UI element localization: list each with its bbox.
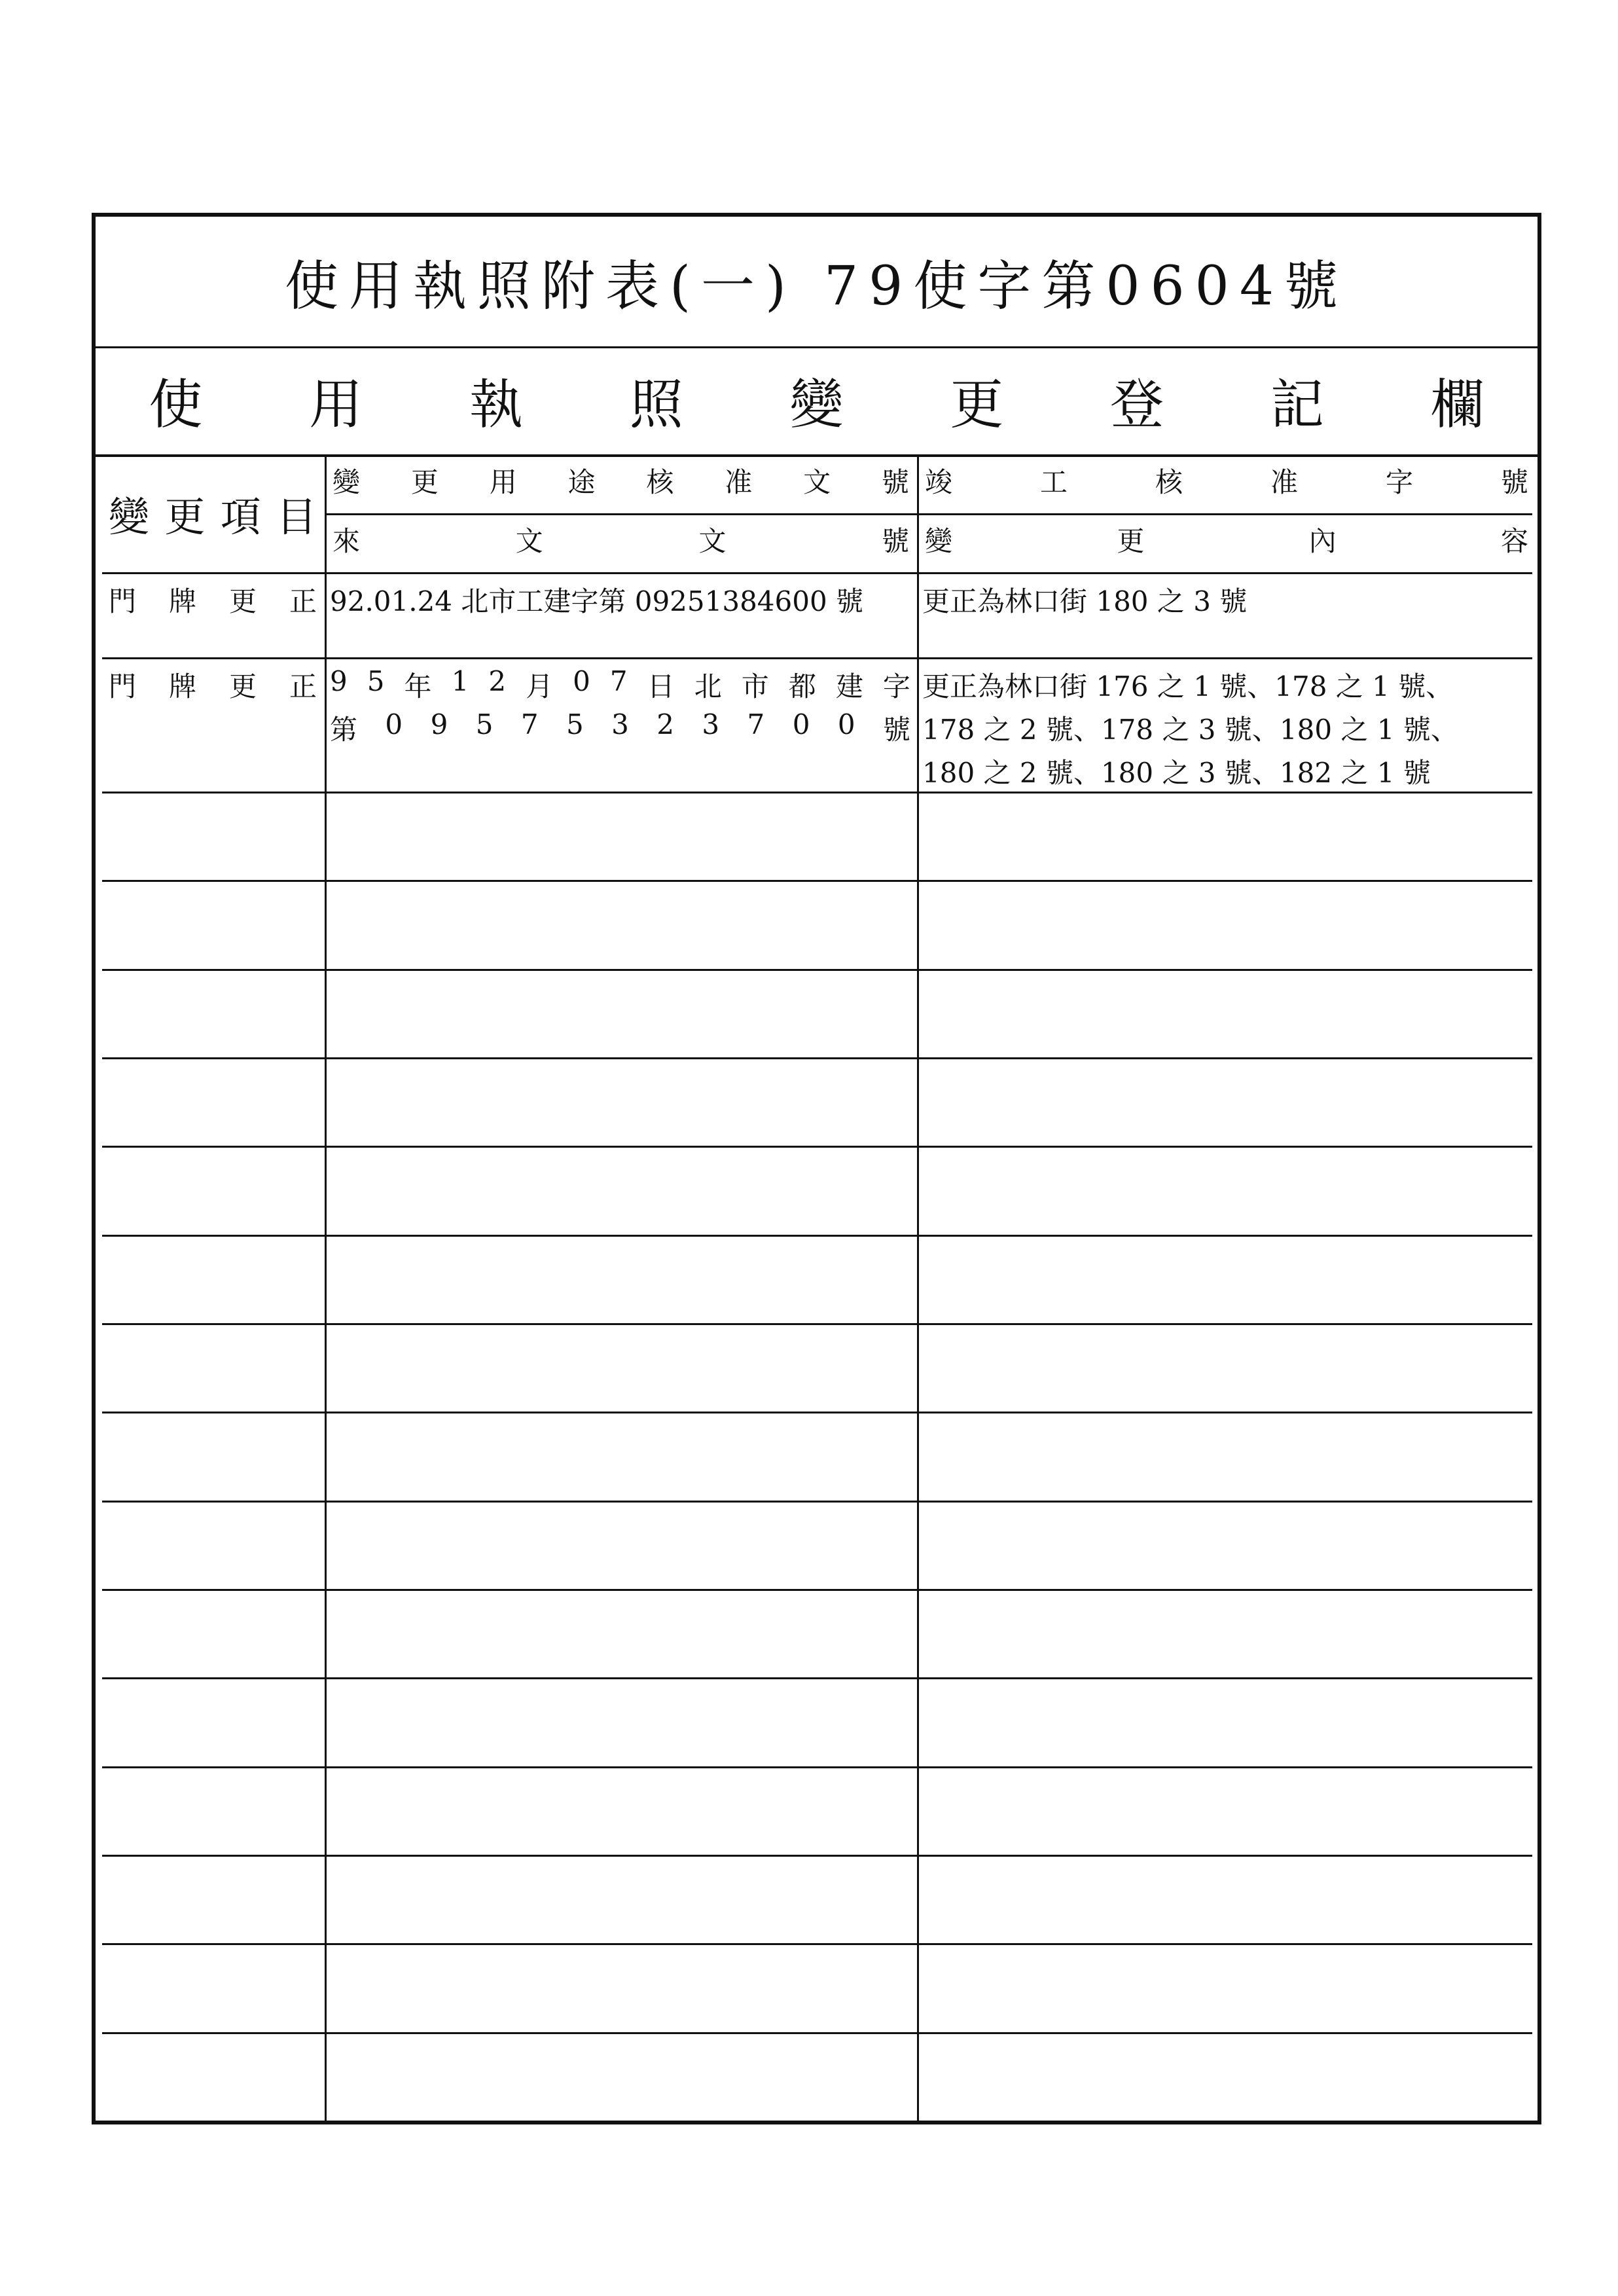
register-heading xyxy=(96,346,1537,457)
row-change-item-char: 正 xyxy=(289,585,317,617)
header-incoming-doc-no-char: 來 xyxy=(333,525,361,557)
row-doc-number-char: 0 xyxy=(837,708,855,740)
header-change-content-char: 變 xyxy=(925,525,953,557)
row-change-item-char: 牌 xyxy=(168,585,196,617)
row-change-item-char: 牌 xyxy=(168,670,196,702)
row-doc-number-char: 7 xyxy=(520,708,539,740)
row-change-item-char: 門 xyxy=(109,585,137,617)
header-approval-doc-no-char: 文 xyxy=(803,466,831,498)
row-doc-number: 92.01.24 北市工建字第 09251384600 號 xyxy=(330,585,864,617)
row-divider xyxy=(102,657,1532,659)
header-completion-approval-no-char: 號 xyxy=(1500,466,1528,498)
register-heading-char: 欄 xyxy=(1430,374,1484,436)
row-divider xyxy=(102,1057,1532,1059)
header-change-item-char: 變 xyxy=(109,492,150,541)
header-approval-doc-no-char: 核 xyxy=(646,466,674,498)
register-heading-char: 更 xyxy=(950,374,1004,436)
row-doc-number-char: 字 xyxy=(882,670,910,702)
document-title xyxy=(96,217,1537,348)
row-doc-number-char: 2 xyxy=(656,708,674,740)
register-heading-char: 執 xyxy=(469,374,523,436)
header-change-content-char: 更 xyxy=(1117,525,1145,557)
row-divider xyxy=(102,2032,1532,2034)
header-change-item-char: 更 xyxy=(164,492,206,541)
row-doc-number-char: 5 xyxy=(566,708,584,740)
row-doc-number-char: 3 xyxy=(702,708,720,740)
row-doc-number-char: 5 xyxy=(475,708,494,740)
header-completion-approval-no-char: 竣 xyxy=(925,466,953,498)
document-title-text: 使用執照附表(一) 79使字第0604號 xyxy=(284,255,1349,318)
row-doc-number-char: 月 xyxy=(526,670,554,702)
row-doc-number-char: 5 xyxy=(367,665,385,697)
row-doc-number-char: 日 xyxy=(647,670,675,702)
row-doc-number-char: 7 xyxy=(609,665,628,697)
row-divider xyxy=(102,1943,1532,1945)
row-divider xyxy=(102,880,1532,882)
header-completion-approval-no xyxy=(925,461,1528,507)
header-approval-doc-no-char: 用 xyxy=(489,466,517,498)
row-divider xyxy=(102,1235,1532,1237)
row-change-content: 更正為林口街 176 之 1 號、178 之 1 號、 xyxy=(922,670,1454,702)
header-approval-doc-no-char: 更 xyxy=(410,466,439,498)
row-doc-number-char: 建 xyxy=(835,670,863,702)
header-change-content-char: 容 xyxy=(1500,525,1528,557)
row-doc-number-char: 第 xyxy=(330,714,358,746)
row-doc-number-char: 0 xyxy=(385,708,403,740)
row-change-item-char: 更 xyxy=(228,585,257,617)
header-change-item xyxy=(109,454,317,572)
row-change-item-char: 正 xyxy=(289,670,317,702)
header-change-content-char: 內 xyxy=(1308,525,1337,557)
header-incoming-doc-no xyxy=(333,520,909,566)
row-change-item-char: 門 xyxy=(109,670,137,702)
row-change-content: 178 之 2 號、178 之 3 號、180 之 1 號、 xyxy=(922,714,1458,746)
row-doc-number-char: 1 xyxy=(451,665,469,697)
row-divider xyxy=(102,1412,1532,1413)
row-change-content: 180 之 2 號、180 之 3 號、182 之 1 號 xyxy=(922,757,1431,789)
row-doc-number-char: 市 xyxy=(741,670,769,702)
row-doc-number-char: 3 xyxy=(611,708,629,740)
row-doc-number xyxy=(330,708,910,748)
row-doc-number-char: 號 xyxy=(882,714,910,746)
row-doc-number-char: 年 xyxy=(404,670,432,702)
header-approval-doc-no-char: 途 xyxy=(567,466,596,498)
row-doc-number-char: 9 xyxy=(330,665,348,697)
header-approval-doc-no-char: 准 xyxy=(725,466,753,498)
register-heading-char: 記 xyxy=(1270,374,1324,436)
row-doc-number-char: 7 xyxy=(747,708,765,740)
header-incoming-doc-no-char: 號 xyxy=(881,525,909,557)
row-change-content: 更正為林口街 180 之 3 號 xyxy=(922,585,1248,617)
row-divider xyxy=(102,1766,1532,1768)
row-doc-number-char: 2 xyxy=(488,665,507,697)
row-doc-number-char: 0 xyxy=(792,708,810,740)
row-change-item xyxy=(109,580,317,619)
register-heading-char: 照 xyxy=(629,374,683,436)
header-completion-approval-no-char: 工 xyxy=(1039,466,1068,498)
row-doc-number-char: 9 xyxy=(430,708,448,740)
row-divider xyxy=(102,1501,1532,1503)
row-doc-number xyxy=(330,665,910,704)
row-change-item-char: 更 xyxy=(228,670,257,702)
header-completion-approval-no-char: 准 xyxy=(1270,466,1298,498)
row-divider xyxy=(102,572,1532,574)
header-approval-doc-no xyxy=(333,461,909,507)
header-approval-doc-no-char: 號 xyxy=(881,466,909,498)
row-change-item xyxy=(109,665,317,704)
header-completion-approval-no-char: 核 xyxy=(1155,466,1183,498)
row-divider xyxy=(102,1323,1532,1325)
column-divider xyxy=(917,454,919,2121)
row-divider xyxy=(102,1589,1532,1591)
license-sheet xyxy=(92,213,1541,2124)
header-completion-approval-no-char: 字 xyxy=(1385,466,1413,498)
row-divider xyxy=(102,1146,1532,1148)
row-doc-number-char: 0 xyxy=(573,665,590,697)
row-divider xyxy=(102,1677,1532,1679)
header-divider xyxy=(325,513,1532,515)
register-heading-char: 使 xyxy=(149,374,203,436)
row-divider xyxy=(102,792,1532,793)
register-heading-char: 用 xyxy=(309,374,363,436)
register-heading-char: 登 xyxy=(1110,374,1164,436)
header-incoming-doc-no-char: 文 xyxy=(698,525,727,557)
header-change-item-char: 目 xyxy=(276,492,317,541)
register-heading-char: 變 xyxy=(789,374,844,436)
header-approval-doc-no-char: 變 xyxy=(333,466,361,498)
column-divider xyxy=(325,454,327,2121)
row-doc-number-char: 北 xyxy=(694,670,722,702)
change-register-table xyxy=(102,454,1532,2121)
header-change-content xyxy=(925,520,1528,566)
header-incoming-doc-no-char: 文 xyxy=(515,525,543,557)
row-divider xyxy=(102,1855,1532,1857)
row-doc-number-char: 都 xyxy=(788,670,816,702)
header-change-item-char: 項 xyxy=(220,492,261,541)
row-divider xyxy=(102,969,1532,971)
